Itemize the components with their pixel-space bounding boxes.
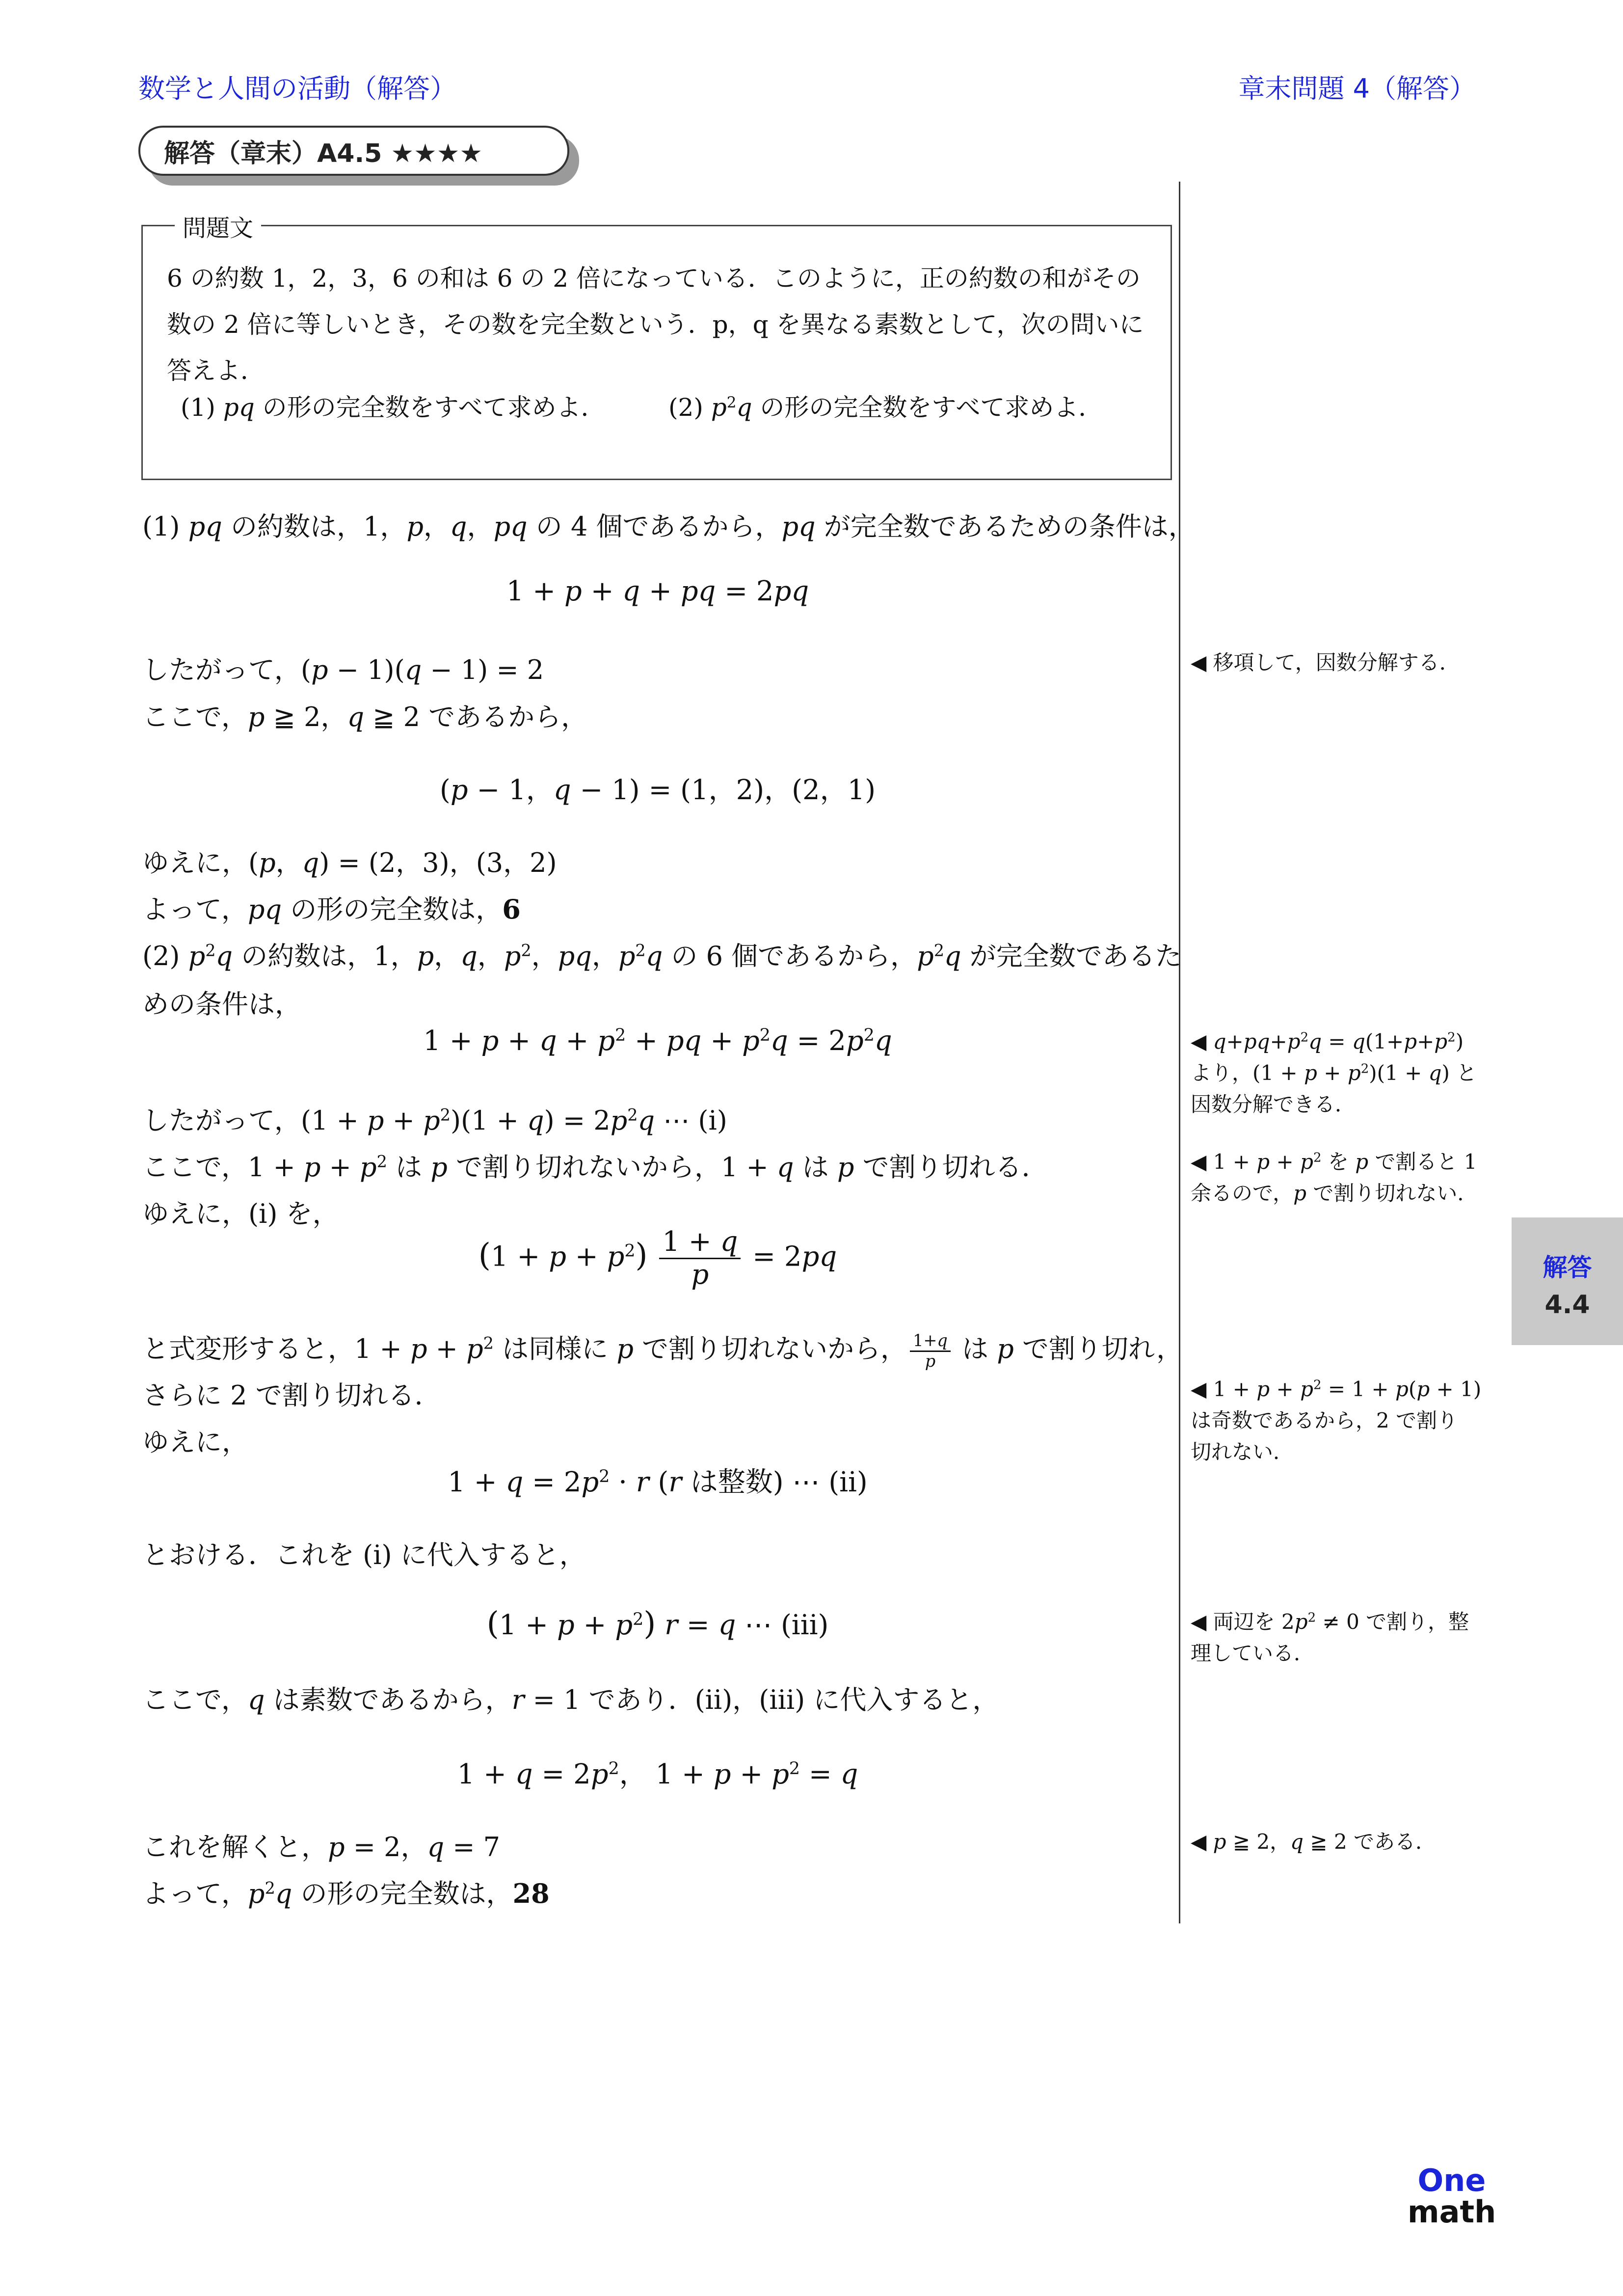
solution-line: これを解くと，p = 2，q = 7 <box>142 1832 501 1863</box>
solution-line: とおける．これを (i) に代入すると， <box>142 1540 586 1570</box>
solution-line: と式変形すると，$1 + p + p^2$ は同様に p で割り切れないから， $\frac{1+q}{p}$ は p で割り切れ， <box>142 1331 1183 1371</box>
solution-line: したがって，(p − 1)(q − 1) = 2 <box>142 654 544 685</box>
equation: $(1 + p + p^2)$ r = q ⋯ (iii) <box>486 1605 829 1642</box>
section-tab <box>1512 1217 1623 1345</box>
solution-line: ゆえに， <box>142 1427 248 1458</box>
solution-line: ゆえに，(i) を， <box>142 1198 339 1229</box>
equation: 1 + p + q + pq = 2pq <box>506 575 809 607</box>
solution-line: したがって，$(1 + p + p^2)(1 + q) = 2p^2q$ ⋯ (i) <box>142 1105 727 1136</box>
equation: (p − 1，q − 1) = (1，2)，(2，1) <box>439 774 876 806</box>
problem-text: 6 の約数 1，2，3，6 の和は 6 の 2 倍になっている．このように，正の約数の和がその数の 2 倍に等しいとき，その数を完全数という．p，q を異なる素数として，次の問いに答えよ． <box>167 264 1144 385</box>
equation: $1 + p + q + p^2$ + pq + $p^2q = 2p^2q$ <box>423 1025 892 1057</box>
equation: $1 + q = 2p^2$， $1 + p + p^2 = q$ <box>457 1758 858 1790</box>
solution-line: ゆえに，(p，q) = (2，3)，(3，2) <box>142 847 557 878</box>
margin-divider <box>1179 182 1180 1923</box>
problem-part-2: (2) $p^2q$ の形の完全数をすべて求めよ． <box>668 393 1103 422</box>
margin-note: ◀ $q+pq+p^2q = q(1+p+p^2)$ より，$(1 + p + p^2)(1 + q)$ と 因数分解できる． <box>1191 1029 1477 1116</box>
solution-line: ここで，$1 + p + p^2$ は p で割り切れないから，1 + q は p で割り切れる． <box>142 1152 1048 1183</box>
solution-line: よって，$p^2q$ の形の完全数は，28 <box>142 1878 550 1909</box>
margin-note: ◀ 移項して，因数分解する． <box>1191 650 1460 675</box>
solution-line: ここで，p ≧ 2，q ≧ 2 であるから， <box>142 702 588 732</box>
solution-line: (2) $p^2q$ の約数は，1，p，q，$p^2$，pq，$p^2q$ の 6 個であるから，$p^2q$ が完全数であるた <box>142 941 1182 972</box>
onemath-logo <box>1408 2162 1496 2230</box>
margin-note: ◀ 両辺を $2p^2 \ne 0$ で割り，整 理している． <box>1191 1610 1469 1665</box>
solution-line: (1) pq の約数は，1，p，q，pq の 4 個であるから，pq が完全数であるための条件は， <box>142 511 1195 542</box>
section-tab-label: 解答 <box>1543 1253 1592 1282</box>
margin-note: ◀ $1 + p + p^2$ を p で割ると 1 余るので，p で割り切れない． <box>1191 1150 1478 1205</box>
solution-line: ここで，q は素数であるから，r = 1 であり．(ii)，(iii) に代入すると， <box>142 1684 999 1715</box>
solution-line: よって，pq の形の完全数は，6 <box>142 893 521 925</box>
equation: $1 + q = 2p^2 \cdot r$ (r は整数) ⋯ (ii) <box>448 1466 868 1498</box>
solution-line: めの条件は， <box>142 989 301 1020</box>
solution-line: さらに 2 で割り切れる． <box>142 1380 441 1411</box>
problem-legend: 問題文 <box>175 209 261 243</box>
problem-part-1: (1) pq の形の完全数をすべて求めよ． <box>181 393 606 422</box>
margin-note: ◀ $1 + p + p^2 = 1 + p(p + 1)$ は奇数であるから，2 で割り 切れない． <box>1191 1377 1482 1464</box>
equation: $(1 + p + p^2)$ $\frac{1 + q}{p}$ = 2pq <box>478 1226 837 1291</box>
section-tab-number: 4.4 <box>1544 1290 1590 1320</box>
logo-bottom: math <box>1408 2194 1496 2230</box>
margin-note: ◀ p ≧ 2，q ≧ 2 である． <box>1191 1830 1437 1854</box>
answer-title: 解答（章末）A4.5 ★★★★ <box>138 126 569 176</box>
header-left-title: 数学と人間の活動（解答） <box>138 73 456 104</box>
logo-top: One <box>1417 2162 1486 2198</box>
header-right-title: 章末問題 4（解答） <box>1238 73 1476 104</box>
